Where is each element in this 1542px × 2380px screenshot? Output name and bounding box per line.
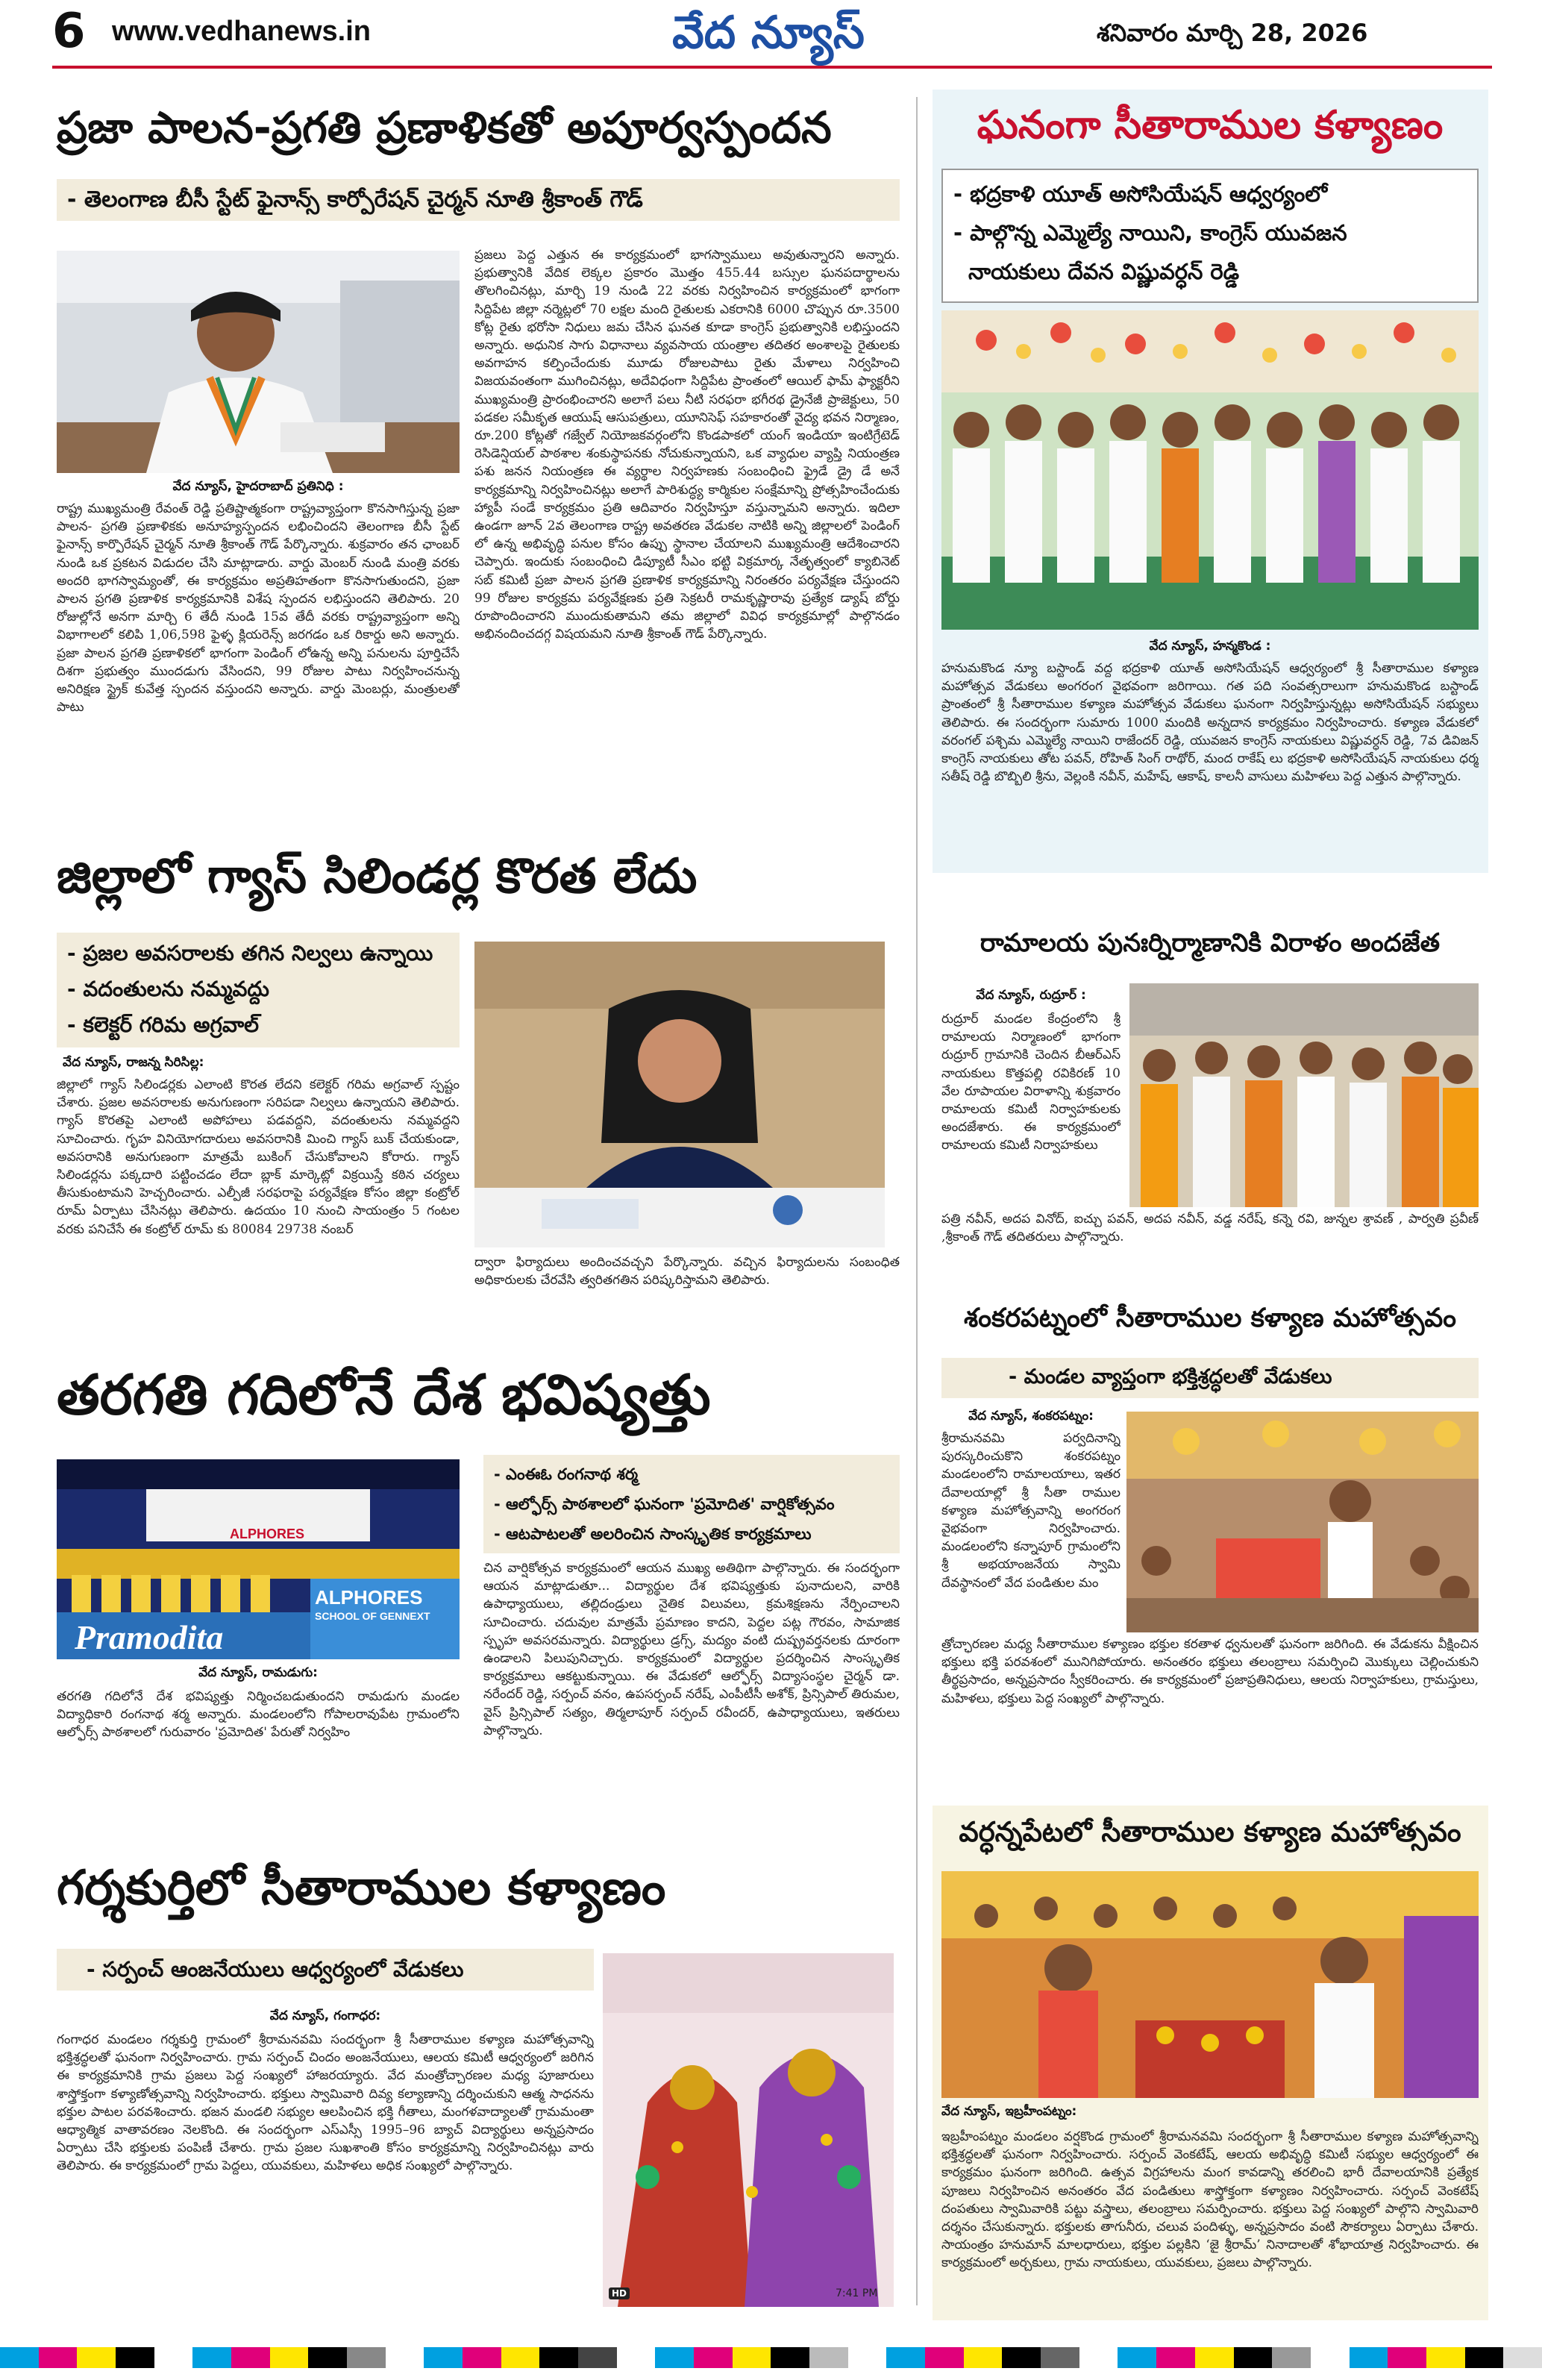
body-bhadrakali: హనుమకొండ న్యూ బస్టాండ్ వద్ద భద్రకాళి యూత్ అసోసియేషన్ ఆధ్వర్యంలో శ్రీ సీతారాముల కళ్యాణ మహోత్సవ వేడుకలు అంగరంగ వైభవంగా జరిగాయి. గత పది సంవత్సరాలుగా హనుమకొండ బస్టాండ్ ప్రాంతంలో శ్రీ సీతారాముల కళ్యాణ మహోత్సవ వేడుకలు ఘనంగా నిర్వహిస్తున్నట్లు అసోసియేషన్ సభ్యులు తెలిపారు. ఈ సందర్భంగా సుమారు 1000 మందికి అన్నదాన కార్యక్రమం నిర్వహించారు. కళ్యాణ వేడుకలో వరంగల్ పశ్చిమ ఎమ్మెల్యే నాయిని రాజేందర్ రెడ్డి, యువజన కాంగ్రెస్ నాయకులు విష్ణువర్ధన్ రెడ్డి, 7వ డివిజన్ కాంగ్రెస్ నాయకులు తోట పవన్, రోహిత్ సింగ్ రాథోర్, మంద రాకేష్ లు భద్రకాళి అసోసియేషన్ నాయకులు ధర్మ సతీష్ రెడ్డి బొబ్బిలి శ్రీను, వెల్లంకి నవీన్, మహేష్, ఆకాష్, కాలనీ వాసులు మహిళలు పెద్ద ఎత్తున పాల్గొన్నారు. (941, 661, 1479, 785)
color-swatch (655, 2347, 694, 2368)
subhead-box-praja-palana (57, 179, 900, 221)
color-swatch (1195, 2347, 1234, 2368)
alphores-banner-title: ALPHORES (315, 1586, 423, 1609)
photo-bhadrakali-group (941, 310, 1479, 630)
color-swatch (1350, 2347, 1388, 2368)
color-swatch (77, 2347, 116, 2368)
body-praja-palana-right: ప్రజలు పెద్ద ఎత్తున ఈ కార్యక్రమంలో భాగస్వాములు అవుతున్నారని అన్నారు. ప్రభుత్వానికి వేదిక లెక్కల ప్రకారం మొత్తం 455.44 బస్సుల ఘనపదార్థాలను తొలగించినట్లు, మార్చి 19 నుండి 22 వరకు నిర్వహించిన కార్యక్రమంలో భాగంగా సిద్దిపేట జిల్లా నర్మెట్లలో 70 లక్షల మంది రైతులకు ఎకరానికి 6000 చొప్పున రూ.3500 కోట్ల రైతు భరోసా నిధులు జమ చేసిన ఘనత కూడా కాంగ్రెస్ ప్రభుత్వానికి లభిస్తుందని అన్నారు. అధునిక సాగు విధానాలు వ్యవసాయ యంత్రాల తదితర అంశాలపై రైతులకు అవగాహన కల్పించేందుకు మూడు రోజులపాటు రైతు మేళాలు నిర్వహించి విజయవంతంగా ముగించినట్లు, అదేవిధంగా సిద్దిపేట ప్రాంతంలో ఆయిల్ ఫామ్ ఫ్యాక్టరీని ముఖ్యమంత్రి ప్రారంభించారని అలాగే పలు నీటి సరఫరా భగీరథ డ్రైనేజీ ప్రాజెక్టులు, 50 పడకల సమీకృత ఆయుష్ ఆసుపత్రులు, యూనిసెఫ్ సహకారంతో వైద్య భవన నిర్మాణం, రూ.200 కోట్లతో గజ్వేల్ నియోజకవర్గంలోని కొండపాకలో యంగ్ ఇండియా ఇంటిగ్రేటెడ్ రెసిడెన్షియల్ పాఠశాల శంకుస్థాపనకు నోచుకున్నాయని, ఒక వ్యాధుల వ్యాప్తి నియంత్రణ పశు జనన నియంత్రణ ఈ వ్యర్థాల నిర్వహణకు సంబంధించి ఫ్రైడే డ్రై డే అనే కార్యక్రమాన్ని నిర్వహించినట్లు అలాగే పారిశుద్ధ్య కార్మికుల సంక్షేమాన్ని ప్రోత్సహించేందుకు హ్యాపీ సండే కార్యక్రమం ప్రతి ఆదివారం నిర్వహిస్తూ వస్తున్నామని అన్నారు. ఇదిలా ఉండగా జూన్ 2వ తెలంగాణ రాష్ట్ర అవతరణ వేడుకల నాటికి అన్ని జిల్లాలలో పెండింగ్ లో ఉన్న అభివృద్ధి పనుల కోసం ఉప్పు స్థానాల చేయాలని ముఖ్యమంత్రి ఆదేశించారని చెప్పారు. ఇందుకు సంబంధించి డిప్యూటీ సీఎం భట్టి విక్రమార్క నేతృత్వంలో క్యాబినెట్ సబ్ కమిటీ ప్రజా పాలన ప్రగతి ప్రణాళిక కార్యక్రమాన్ని నిరంతరం పర్యవేక్షణ చేస్తుందని 99 రోజుల కార్యక్రమ పర్యవేక్షణకు ప్రతి సెక్రటరీ రామకృష్ణారావు ప్రత్యేక డ్యాష్ బోర్డు రూపొందించారని ముందుకుతామని తమ జిల్లాలో వివిధ కార్యక్రమాల్లో పాల్గొనడం అభినందించదగ్గ విషయమని నూతి శ్రీకాంత్ గౌడ్ పేర్కొన్నారు. (474, 248, 900, 642)
headline-taragati: తరగతి గదిలోనే దేశ భవిష్యత్తు (57, 1363, 711, 1427)
subhead-line: - వదంతులను నమ్మవద్దు (67, 977, 269, 1001)
color-swatch (964, 2347, 1003, 2368)
website-link[interactable]: www.vedhanews.in (112, 16, 372, 47)
color-swatch (1118, 2347, 1156, 2368)
body-shankarapatnam-wide: త్రోచ్ఛారణల మధ్య సీతారాముల కళ్యాణం భక్తుల కరతాళ ధ్వనులతో ఘనంగా జరిగింది. ఈ వేడుకను వీక్షించిన భక్తులు భక్తి పరవశంలో మునిగిపోయారు. అనంతరం భక్తులు తలంబ్రాలు సమర్పించి మొక్కులు చెల్లించుకుని తీర్థప్రసాదం, అన్నప్రసాదం స్వీకరించారు. ఈ కార్యక్రమంలో ప్రజాప్రతినిధులు, ఆలయ నిర్వాహకులు, గ్రామస్తులు, మహిళలు, భక్తులు పెద్ద సంఖ్యలో పాల్గొన్నారు. (941, 1637, 1479, 1706)
color-swatch (347, 2347, 386, 2368)
subhead-line: - సర్పంచ్ ఆంజనేయులు ఆధ్వర్యంలో వేడుకలు (87, 1957, 464, 1982)
color-swatch (1156, 2347, 1195, 2368)
collector-portrait-illustration (474, 942, 885, 1247)
subhead-line: నాయకులు దేవన విష్ణువర్ధన్ రెడ్డి (968, 259, 1240, 284)
body-praja-palana-left: రాష్ట్ర ముఖ్యమంత్రి రేవంత్ రెడ్డి ప్రతిష్టాత్మకంగా రాష్ట్రవ్యాప్తంగా కొనసాగిస్తున్న ప్రజా పాలన- ప్రగతి ప్రణాళికకు అనూహ్యస్పందన లభించిందని తెలంగాణ బీసీ స్టేట్ ఫైనాన్స్ కార్పొరేషన్ చైర్మన్ నూతి శ్రీకాంత్ గౌడ్ పేర్కొన్నారు. శుక్రవారం తన ఛాంబర్ నుండి ఒక ప్రకటన విడుదల చేసి మాట్లాడారు. వార్డు మెంబర్ నుండి మంత్రి వరకు అందరి భాగస్వామ్యంతో, ఈ కార్యక్రమం అప్రతిహతంగా కొనసాగుతుందని, ప్రజా పాలన ప్రగతి ప్రణాళిక కార్యక్రమానికి విశేష స్పందన లభిస్తుందని తెలిపారు. 20 రోజుల్లోనే అనగా మార్చి 6 తేదీ నుండి 15వ తేదీ వరకు రాష్ట్రవ్యాప్తంగా అన్ని విభాగాలలో కలిపి 1,06,598 ఫైళ్ళ క్లియరెన్స్ జరగడం ఒక రికార్డు అని అన్నారు. ప్రజా పాలన ప్రగతి ప్రణాళికలో భాగంగా పెండింగ్ లోఉన్న అన్ని పనులను పూర్తిచేసే దిశగా ప్రభుత్వం ముందడుగు వేసిందని, 99 రోజుల పాటు నిర్వహించనున్న అనిరిక్షణ స్ట్రైక్ కువేత్త స్పందన వస్తుందని అన్నారు. వార్డు మెంబర్లు, మంత్రులతో పాటు (57, 501, 460, 715)
portrait-illustration (57, 251, 460, 473)
subhead-line: - భద్రకాళి యూత్ అసోసియేషన్ ఆధ్వర్యంలో (953, 181, 1328, 207)
color-swatch (386, 2347, 424, 2368)
alphores-banner-tagline: SCHOOL OF GENNEXT (315, 1610, 430, 1622)
color-swatch (771, 2347, 809, 2368)
subhead-line: - తెలంగాణ బీసీ స్టేట్ ఫైనాన్స్ కార్పోరేషన్ చైర్మన్ నూతి శ్రీకాంత్ గౌడ్ (67, 187, 643, 213)
color-swatch (617, 2347, 656, 2368)
pramodita-banner-text: Pramodita (75, 1618, 224, 1656)
color-swatch (578, 2347, 617, 2368)
page-header (0, 0, 1542, 69)
caption-ibrahimpatnam: వేద న్యూస్, ఇబ్రహీంపట్నం: (941, 2104, 1077, 2119)
caption-hyderabad: వేద న్యూస్, హైదరాబాద్ ప్రతినిధి : (172, 479, 344, 494)
photo-garshakurti-idols (603, 1953, 894, 2307)
photo-hd-badge: HD (609, 2287, 630, 2299)
caption-sircilla: వేద న్యూస్, రాజన్న సిరిసిల్ల: (63, 1055, 204, 1070)
color-swatch (1079, 2347, 1118, 2368)
photo-ramalaya-donation (1129, 983, 1479, 1207)
color-swatch (1388, 2347, 1426, 2368)
color-swatch (1311, 2347, 1350, 2368)
color-swatch (192, 2347, 231, 2368)
color-swatch (1426, 2347, 1465, 2368)
color-swatch (424, 2347, 463, 2368)
caption-shankarapatnam: వేద న్యూస్, శంకరపట్నం: (968, 1409, 1094, 1424)
headline-ramalaya-donation: రామాలయ పునఃర్నిర్మాణానికి విరాళం అందజేత (980, 928, 1441, 958)
caption-gangadhara: వేద న్యూస్, గంగాధర: (269, 2008, 381, 2023)
masthead-logo[interactable]: వేద న్యూస్ (672, 7, 865, 59)
body-taragati-right: చిన వార్షికోత్సవ కార్యక్రమంలో ఆయన ముఖ్య అతిథిగా పాల్గొన్నారు. ఈ సందర్భంగా ఆయన మాట్లాడుతూ... విద్యార్థుల దేశ భవిష్యత్తుకు పునాదులని, వారికి ఉపాధ్యాయులు, తల్లిదండ్రులు నైతిక విలువలు, క్రమశిక్షణను నేర్పించాలని సూచించారు. చదువుల మాత్రమే ప్రమాణం కాదని, పెద్దల పట్ల గౌరవం, సామాజిక స్పృహ అవసరమన్నారు. విద్యార్థులు డ్రగ్స్, మద్యం వంటి దుష్ప్రవర్తనలకు దూరంగా ఉండాలని పిలుపునిచ్చారు. కార్యక్రమంలో విద్యార్థుల ప్రదర్శించిన సాంస్కృతిక కార్యక్రమాలు ఆకట్టుకున్నాయి. ఈ వేడుకలో ఆల్ఫోర్స్ విద్యాసంస్థల చైర్మన్ డా. నరేందర్ రెడ్డి, సర్పంచ్ వనం, ఉపసర్పంచ్ నరేష్, ఎంపీటీసీ అశోక్, ప్రిన్సిపాల్ తిరుమల, వైస్ ప్రిన్సిపాల్ సత్యం, తిర్మలాపూర్ సర్పంచ్ రవీందర్, ఉపాధ్యాయులు, ఇతరులు పాల్గొన్నారు. (483, 1561, 900, 1738)
header-rule (52, 66, 1492, 69)
color-swatch (733, 2347, 771, 2368)
body-gas: జిల్లాలో గ్యాస్ సిలిండర్లకు ఎలాంటి కొరత లేదని కలెక్టర్ గరిమ అగ్రవాల్ స్పష్టం చేశారు. ప్రజల అవసరాలకు అనుగుణంగా సరిపడా నిల్వలు ఉన్నాయని తెలిపారు. గ్యాస్ కొరతపై ఎలాంటి అపోహలు పడవద్దని, వదంతులను నమ్మవద్దని సూచించారు. గృహ వినియోగదారులు అవసరానికి మించి గ్యాస్ బుక్ చేయకుండా, అవసరానికి అనుగుణంగా మాత్రమే బుకింగ్ చేసుకోవాలని కోరారు. గ్యాస్ సిలిండర్లను పక్కదారి పట్టించడం లేదా బ్లాక్ మార్కెట్లో విక్రయిస్తే కఠిన చర్యలు తీసుకుంటామని హెచ్చరించారు. ఎల్పీజీ సరఫరాపై పర్యవేక్షణ కోసం జిల్లా కంట్రోల్ రూమ్ ఏర్పాటు చేసినట్లు తెలిపారు. ఉదయం 10 నుంచి సాయంత్రం 5 గంటల వరకు పనిచేసే ఈ కంట్రోల్ రూమ్ కు 80084 29738 నంబర్ (57, 1077, 460, 1237)
caption-rudrur: వేద న్యూస్, రుద్రూర్ : (976, 988, 1086, 1003)
color-swatch (308, 2347, 347, 2368)
color-swatch (463, 2347, 501, 2368)
color-swatch (1234, 2347, 1273, 2368)
color-swatch (154, 2347, 193, 2368)
group-photo-illustration (941, 310, 1479, 630)
color-swatch (886, 2347, 925, 2368)
color-swatch (539, 2347, 578, 2368)
headline-garshakurti: గర్శకుర్తిలో సీతారాముల కళ్యాణం (57, 1861, 666, 1916)
color-swatch (694, 2347, 733, 2368)
headline-ghananga-kalyanam: ఘనంగా సీతారాముల కళ్యాణం (977, 103, 1444, 148)
alphores-logo-text: ALPHORES (229, 1526, 304, 1541)
color-swatch (1503, 2347, 1542, 2368)
color-swatch (0, 2347, 39, 2368)
color-swatch (1041, 2347, 1079, 2368)
headline-praja-palana: ప్రజా పాలన-ప్రగతి ప్రణాళికతో అపూర్వస్పందన (57, 102, 832, 153)
subhead-box-gas (57, 933, 460, 1047)
photo-shankarapatnam (1126, 1412, 1479, 1632)
color-swatch (848, 2347, 887, 2368)
subhead-box-bhadrakali (941, 169, 1479, 303)
body-garshakurti: గంగాధర మండలం గర్శకుర్తి గ్రామంలో శ్రీరామనవమి సందర్భంగా శ్రీ సీతారాముల కళ్యాణ మహోత్సవాన్ని భక్తిశ్రద్ధలతో ఘనంగా నిర్వహించారు. గ్రామ సర్పంచ్ చిందం అంజనేయులు, ఆలయ కమిటీ ఆధ్వర్యంలో జరిగిన ఈ కార్యక్రమానికి గ్రామ ప్రజలు పెద్ద సంఖ్యలో హాజరయ్యారు. వేద మంత్రోచ్చారణల మధ్య పూజారులు శాస్త్రోక్తంగా కళ్యాణోత్సవాన్ని నిర్వహించారు. భక్తులు స్వామివారి దివ్య కల్యాణాన్ని దర్శించుకుని ఆత్మ సాధనను భక్తుల పాటల పరవశించారు. భజన మండలి సభ్యుల ఆలపించిన భక్తి గీతాలు, మంగళవాద్యాలతో గ్రామమంతా ఆధ్యాత్మిక వాతావరణం నెలకొంది. ఈ సందర్భంగా ఎస్ఎస్సీ 1995–96 బ్యాచ్ విద్యార్థులు అన్నప్రసాదం ఏర్పాటు చేసి భక్తులకు పంపిణీ చేశారు. గ్రామ ప్రజల సుఖశాంతి కోసం కార్యక్రమాన్ని నిర్వహించినట్లు వారు తెలిపారు. ఈ కార్యక్రమంలో గ్రామ పెద్దలు, యువకులు, మహిళలు అధిక సంఖ్యలో పాల్గొన్నారు. (57, 2032, 594, 2174)
subhead-line: - పాల్గొన్న ఎమ్మెల్యే నాయిని, కాంగ్రెస్ యువజన (953, 220, 1347, 245)
subhead-line: - కలెక్టర్ గరిమ అగ్రవాల్ (67, 1012, 260, 1037)
donation-photo-illustration (1129, 983, 1479, 1207)
color-swatch (39, 2347, 78, 2368)
color-swatch (1465, 2347, 1504, 2368)
idols-photo-illustration (603, 1953, 894, 2307)
photo-varshakonda (941, 1871, 1479, 2098)
body-ramalaya-wide: పత్రి నవీన్, అదప వినోద్, ఐచ్చు పవన్, అదప నవీన్, వడ్డ నరేష్, కన్నె రవి, జున్నల శ్రావణ్ , పార్వతి ప్రవీణ్ ,శ్రీకాంత్ గౌడ్ తదితరులు పాల్గొన్నారు. (941, 1212, 1479, 1245)
body-varshakonda: ఇబ్రహీంపట్నం మండలం వర్షకొండ గ్రామంలో శ్రీరామనవమి సందర్భంగా శ్రీ సీతారాముల కళ్యాణ మహోత్సవాన్ని భక్తిశ్రద్ధలతో ఘనంగా నిర్వహించారు. సర్పంచ్ వెంకటేష్, ఆలయ అభివృద్ధి కమిటీ సభ్యుల ఆధ్వర్యంలో ఈ కార్యక్రమం ఘనంగా జరిగింది. ఉత్సవ విగ్రహాలను మంగ కావడాన్ని తరలించి భారీ దేవాలయానికి ప్రత్యేక పూజలు నిర్వహించిన అనంతరం వేద పండితులు శాస్త్రోక్తంగా కళ్యాణం నిర్వహించారు. సర్పంచ్ వెంకటేష్ దంపతులు స్వామివారికి పట్టు వస్త్రాలు, తలంబ్రాలు సమర్పించారు. భక్తులు పెద్ద సంఖ్యలో పాల్గొని స్వామివారి దర్శనం చేసుకున్నారు. భక్తులకు తాగునీరు, చలువ పందిళ్ళు, అన్నప్రసాదం వంటి సౌకర్యాలు ఏర్పాటు చేశారు. సాయంత్రం హనుమాన్ మాలధారులు, భక్తుల పల్లకిని ‘జై శ్రీరామ్’ నినాదాలతో శోభాయాత్ర నిర్వహించారు. ఈ కార్యక్రమంలో అర్చకులు, గ్రామ నాయకులు, యువకులు, ప్రజలు పాల్గొన్నారు. (941, 2129, 1479, 2271)
subhead-line: - ప్రజల అవసరాలకు తగిన నిల్వలు ఉన్నాయి (67, 941, 433, 965)
date-line: శనివారం మార్చి 28, 2026 (1097, 19, 1368, 47)
subhead-line: - ఆల్ఫోర్స్ పాఠశాలలో ఘనంగా 'ప్రమోదిత' వార్షికోత్సవం (494, 1495, 835, 1513)
color-swatch (501, 2347, 540, 2368)
kalyanam-photo-illustration (941, 1871, 1479, 2098)
color-swatch (1272, 2347, 1311, 2368)
ritual-photo-illustration (1126, 1412, 1479, 1632)
color-swatch (809, 2347, 848, 2368)
page-number: 6 (52, 4, 86, 59)
color-swatch (270, 2347, 309, 2368)
headline-gas-cylinders: జిల్లాలో గ్యాస్ సిలిండర్ల కొరత లేదు (57, 849, 698, 904)
subhead-box-shankarapatnam (941, 1358, 1479, 1398)
photo-srikanth-goud (57, 251, 460, 473)
headline-shankarapatnam: శంకరపట్నంలో సీతారాముల కళ్యాణ మహోత్సవం (963, 1303, 1456, 1333)
caption-hanmakonda: వేద న్యూస్, హన్మకొండ : (1149, 639, 1271, 654)
photo-collector-garima (474, 942, 885, 1247)
body-gas-cont: ద్వారా ఫిర్యాదులు అందించవచ్చని పేర్కొన్నారు. వచ్చిన ఫిర్యాదులను సంబంధిత అధికారులకు చేరవేసి త్వరితగతిన పరిష్కరిస్తామని తెలిపారు. (474, 1255, 900, 1288)
print-color-bar (0, 2347, 1542, 2368)
color-swatch (1002, 2347, 1041, 2368)
headline-varshakonda: వర్ధన్నపేటలో సీతారాముల కళ్యాణ మహోత్సవం (959, 1816, 1461, 1848)
body-shankarapatnam-narrow: శ్రీరామనవమి పర్వదినాన్ని పురస్కరించుకొని శంకరపట్నం మండలంలోని రామాలయాలు, ఇతర దేవాలయాల్లో శ్రీ సీతా రాముల కళ్యాణ మహోత్సవాన్ని అంగరంగ వైభవంగా నిర్వహించారు. మండలంలోని కన్నాపూర్ గ్రామంలోని శ్రీ అభయాంజనేయ స్వామి దేవస్థానంలో వేద పండితుల మం (941, 1431, 1121, 1591)
subhead-box-garshakurti (57, 1949, 594, 1991)
color-swatch (116, 2347, 154, 2368)
color-swatch (925, 2347, 964, 2368)
body-taragati-left: తరగతి గదిలోనే దేశ భవిష్యత్తు నిర్మించబడుతుందని రామడుగు మండల విద్యాధికారి రంగనాథ శర్మ అన్నారు. మండలంలోని గోపాలరావుపేట గ్రామంలోని ఆల్ఫోర్స్ పాఠశాలలో గురువారం 'ప్రమోదిత' పేరుతో నిర్వహిం (57, 1689, 460, 1741)
subhead-box-taragati (483, 1455, 900, 1553)
subhead-line: - ఎంఈఓ రంగనాథ శర్మ (494, 1465, 639, 1483)
subhead-line: - మండల వ్యాప్తంగా భక్తిశ్రద్ధలతో వేడుకలు (1009, 1365, 1332, 1388)
column-divider (916, 97, 918, 2305)
subhead-line: - ఆటపాటలతో అలరించిన సాంస్కృతిక కార్యక్రమాలు (494, 1525, 812, 1543)
photo-timestamp: 7:41 PM (836, 2287, 878, 2299)
color-swatch (231, 2347, 270, 2368)
caption-ramadugu: వేద న్యూస్, రామడుగు: (198, 1665, 318, 1680)
body-ramalaya-narrow: రుద్రూర్ మండల కేంద్రంలోని శ్రీ రామాలయ నిర్మాణంలో భాగంగా రుద్రూర్ గ్రామానికి చెందిన బీఆర్ఎస్ నాయకులు కొత్తపల్లి రవికిరణ్ 10 వేల రూపాయల విరాళాన్ని శుక్రవారం రామాలయ కమిటీ నిర్వాహకులకు అందజేశారు. ఈ కార్యక్రమంలో రామాలయ కమిటీ నిర్వాహకులు (941, 1012, 1121, 1153)
